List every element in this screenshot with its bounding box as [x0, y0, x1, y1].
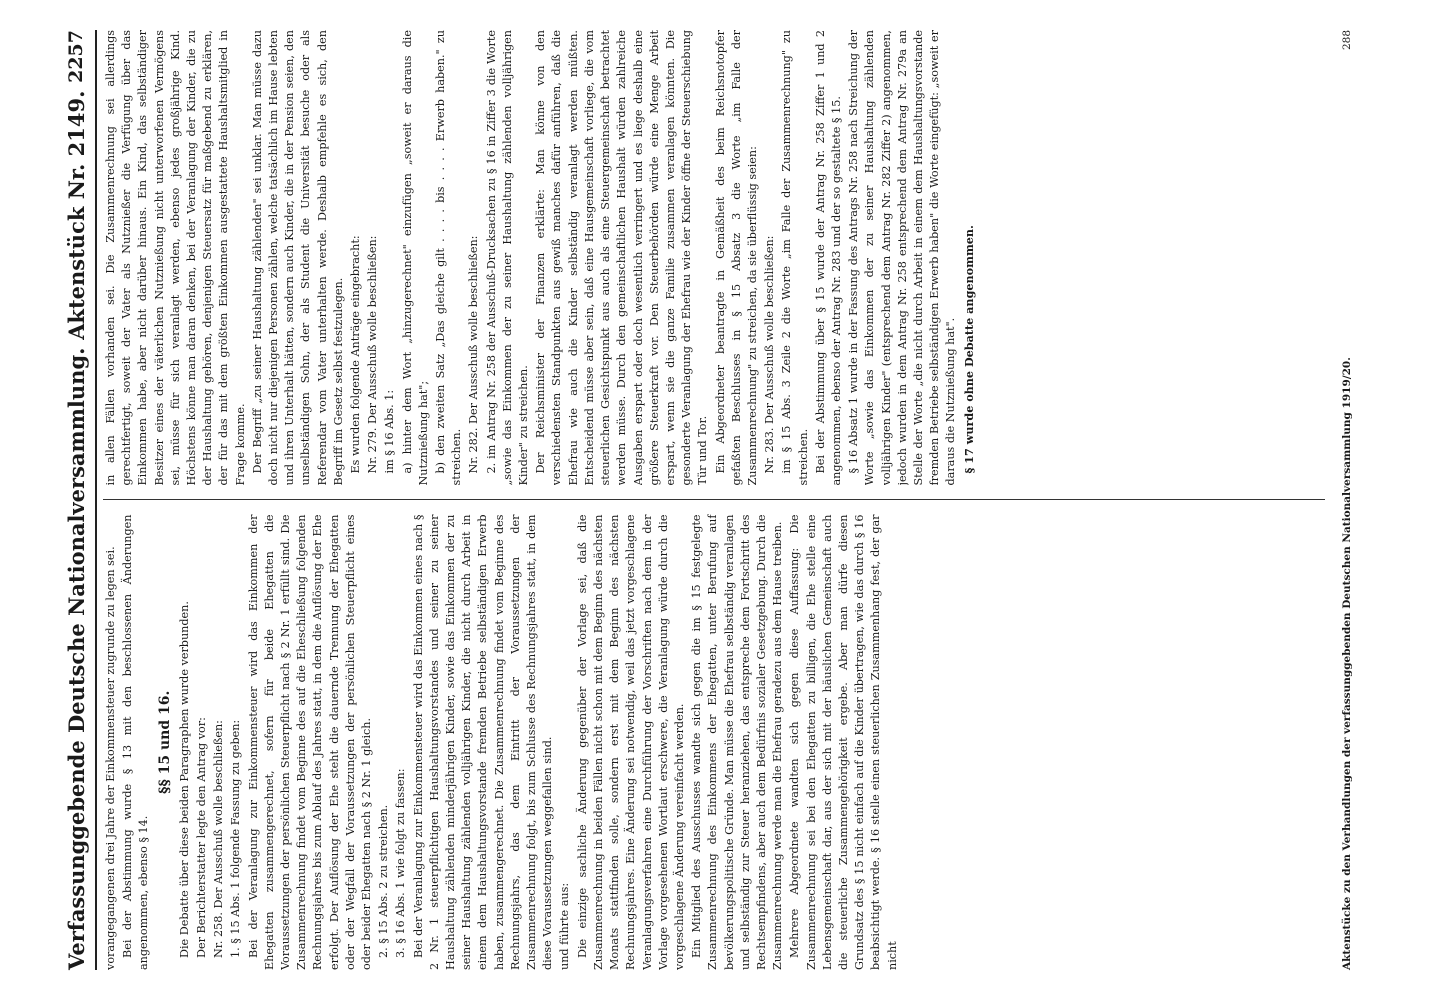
page-content	[55, 0, 1375, 1000]
paragraph: Bei der Veranlagung zur Einkommensteuer wird das Einkommen eines nach § 2 Nr. 1 steuerpflichtigen Haushaltungsvorstandes und seiner zu seiner Haushaltung zählenden minderjährigen Kinder, sowie das Einkommen der zu seiner Haushaltung zählenden volljährigen Kinder, die nicht durch Arbeit in einem dem Haushaltungsvorstande fremden Betriebe selbständigen Erwerb haben, zusammengerechnet. Die Zusammenrechnung findet vom Beginne des Rechnungsjahrs, das dem Eintritt der Voraussetzungen der Zusammenrechnung folgt, bis zum Schlusse des Rechnungsjahres statt, in dem diese Voraussetzungen weggefallen sind.	[411, 514, 555, 970]
column-left	[103, 515, 1325, 971]
paragraph: Der Begriff „zu seiner Haushaltung zählenden" sei unklar. Man müsse dazu doch nicht nur diejenigen Personen zählen, welche tatsächlich im Hause lebten und ihren Unterhalt hätten, sondern auch Kinder, die in der Pension seien, den unselbständigen Sohn, der als Student die Universität besuche oder als Referendar vom Vater unterhalten werde. Deshalb empfehle es sich, den Begriff im Gesetz selbst festzulegen.	[250, 30, 345, 486]
paragraph: Nr. 282. Der Ausschuß wolle beschließen:	[467, 235, 481, 474]
footer-number: 288	[1341, 30, 1353, 51]
paragraph: Es wurden folgende Anträge eingebracht:	[349, 235, 363, 474]
paragraph: Die Debatte über diese beiden Paragraphen wurde verbunden.	[177, 601, 191, 958]
section-heading: §§ 15 und 16.	[156, 690, 173, 794]
header-rule	[95, 30, 97, 970]
column-divider	[103, 500, 1325, 501]
paragraph: 2. im Antrag Nr. 258 der Ausschuß-Drucksachen zu § 16 in Ziffer 3 die Worte „sowie das Einkommen der zu seiner Haushaltung zählenden volljährigen Kinder" zu streichen.	[484, 30, 531, 486]
paragraph: 2. § 15 Abs. 2 zu streichen.	[377, 804, 391, 958]
paragraph: Nr. 258. Der Ausschuß wolle beschließen:	[212, 720, 226, 958]
paragraph: in allen Fällen vorhanden sei. Die Zusammenrechnung sei allerdings gerechtfertigt, soweit der Vater als Nutznießer die Verfügung über das Einkommen habe, aber nicht darüber hinaus. Ein Kind, das selbständiger Besitzer eines der väterlichen Nutznießung nicht unterworfenen Vermögens sei, müsse für sich veranlagt werden, ebenso jedes großjährige Kind. Höchstens könne man daran denken, bei der Veranlagung der Kinder, die zu der Haushaltung gehören, denjenigen Steuersatz für maßgebend zu erklären, der für das mit dem größten Einkommen ausgestattete Haushaltsmitglied in Frage komme.	[104, 30, 247, 486]
header-document-number: Aktenstück Nr. 2149.	[63, 90, 89, 340]
paragraph: vorangegangenen drei Jahre der Einkommensteuer zugrunde zu legen sei.	[104, 546, 117, 970]
paragraph: 1. § 15 Abs. 1 folgende Fassung zu geben:	[229, 719, 243, 958]
paragraph: Nr. 283. Der Ausschuß wolle beschließen:	[763, 235, 777, 474]
column-right	[103, 30, 1325, 486]
paragraph: Nr. 279. Der Ausschuß wolle beschließen:	[366, 235, 380, 474]
paragraph: Die einzige sachliche Änderung gegenüber der Vorlage sei, daß die Zusammenrechnung in beiden Fällen nicht schon mit dem Beginn des nächsten Monats stattfinden solle, sondern erst mit dem Beginn des nächsten Rechnungsjahres. Eine Änderung sei notwendig, weil das jetzt vorgeschlagene Veranlagungsverfahren eine Durchführung der Vorschriften nach dem in der Vorlage vorgesehenen Wortlaut erschwere, die Veranlagung würde durch die vorgeschlagene Änderung vereinfacht werden.	[575, 514, 686, 970]
page-header	[61, 30, 91, 970]
paragraph: b) den zweiten Satz „Das gleiche gilt . . . . bis . . . . Erwerb haben." zu streichen.	[434, 30, 464, 486]
paragraph: Bei der Abstimmung über § 15 wurde der Antrag Nr. 258 Ziffer 1 und 2 angenommen, ebenso der Antrag Nr. 283 und der so gestaltete § 15.	[813, 30, 843, 486]
paragraph: 3. § 16 Abs. 1 wie folgt zu fassen:	[394, 768, 408, 958]
paragraph: Ein Abgeordneter beantragte in Gemäßheit des beim Reichsnotopfer gefaßten Beschlusses in § 15 Absatz 3 die Worte „im Falle der Zusammenrechnung" zu streichen, da sie überflüssig seien:	[713, 30, 759, 486]
page-number: 2257	[65, 30, 87, 83]
text-columns	[103, 30, 1325, 970]
rotated-page	[55, 0, 1375, 1000]
paragraph: im § 16 Abs. 1:	[383, 389, 397, 474]
paragraph: Der Reichsminister der Finanzen erklärte: Man könne von den verschiedensten Standpunkten aus gewiß manches dafür anführen, daß die Ehefrau wie auch die Kinder selbständig veranlagt werden müßten. Entscheidend müsse aber sein, daß eine Hausgemeinschaft vorliege, die vom steuerlichen Gesichtspunkt aus auch als eine Steuergemeinschaft betrachtet werden müsse. Durch den gemeinschaftlichen Haushalt würden zahlreiche Ausgaben erspart oder doch wesentlich verringert und es liege deshalb eine größere Steuerkraft vor. Den Steuerbehörden würde eine Menge Arbeit erspart, wenn sie die ganze Familie zusammen veranlagen könnten. Die gesonderte Veranlagung der Ehefrau wie der Kinder öffne der Steuerschiebung Tür und Tor.	[534, 30, 710, 486]
header-title: Verfassunggebende Deutsche Nationalversammlung.	[63, 347, 89, 970]
paragraph: § 16 Absatz 1 wurde in der Fassung des Antrags Nr. 258 nach Streichung der Worte „sowie das Einkommen der zu seiner Haushaltung zählenden volljährigen Kinder" (entsprechend dem Antrag Nr. 282 Ziffer 2) angenommen, jedoch wurden in dem Antrag Nr. 258 entsprechend dem Antrag Nr. 279a an Stelle der Worte „die nicht durch Arbeit in einem dem Haushaltungsvorstande fremden Betriebe selbständigen Erwerb haben" die Worte eingefügt: „soweit er daraus die Nutznießung hat".	[847, 30, 958, 486]
paragraph: Der Berichterstatter legte den Antrag vor:	[195, 717, 209, 958]
paragraph: a) hinter dem Wort „hinzugerechnet" einzufügen „soweit er daraus die Nutznießung hat";	[400, 30, 430, 486]
footer-source: Aktenstücke zu den Verhandlungen der verfassunggebenden Deutschen Nationalversammlung 1919/20.	[1341, 357, 1353, 970]
page-footer	[1341, 30, 1353, 970]
digitization-credit	[1416, 10, 1428, 990]
paragraph: Mehrere Abgeordnete wandten sich gegen diese Auffassung: Die Zusammenrechnung sei bei den Ehegatten zu billigen, die Ehe stelle eine Lebensgemeinschaft dar, aus der sich mit der häuslichen Gemeinschaft auch die steuerliche Zusammengehörigkeit ergebe. Aber man dürfe diesen Grundsatz des § 15 nicht einfach auf die Kinder übertragen, wie das durch § 16 beabsichtigt werde. § 16 stelle einen steuerlichen Zusammenhang fest, der gar nicht	[788, 514, 899, 970]
paragraph: im § 15 Abs. 3 Zeile 2 die Worte „im Falle der Zusammenrechnung" zu streichen.	[780, 30, 810, 486]
paragraph: Bei der Veranlagung zur Einkommensteuer wird das Einkommen der Ehegatten zusammengerechnet, sofern für beide Ehegatten die Voraussetzungen der persönlichen Steuerpflicht nach § 2 Nr. 1 erfüllt sind. Die Zusammenrechnung findet vom Beginne des auf die Eheschließung folgenden Rechnungsjahres bis zum Ablauf des Jahres statt, in dem die Auflösung der Ehe erfolgt. Der Auflösung der Ehe steht die dauernde Trennung der Ehegatten oder der Wegfall der Voraussetzungen der persönlichen Steuerpflicht eines oder beider Ehegatten nach § 2 Nr. 1 gleich.	[246, 514, 374, 970]
paragraph: und führte aus:	[558, 882, 572, 970]
paragraph: Bei der Abstimmung wurde § 13 mit den beschlossenen Änderungen angenommen, ebenso § 14.	[121, 514, 151, 970]
paragraph: § 17 wurde ohne Debatte angenommen.	[961, 225, 976, 474]
paragraph: Ein Mitglied des Ausschusses wandte sich gegen die im § 15 festgelegte Zusammenrechnung des Einkommens der Ehegatten, unter Berufung auf bevölkerungspolitische Gründe. Man müsse die Ehefrau selbständig veranlagen und selbständig zur Steuer heranziehen, das entspreche dem Fortschritt des Rechtsempfindens, aber auch dem Bedürfnis sozialer Gesetzgebung. Durch die Zusammenrechnung werde man die Ehefrau geradezu aus dem Hause treiben.	[690, 514, 785, 970]
